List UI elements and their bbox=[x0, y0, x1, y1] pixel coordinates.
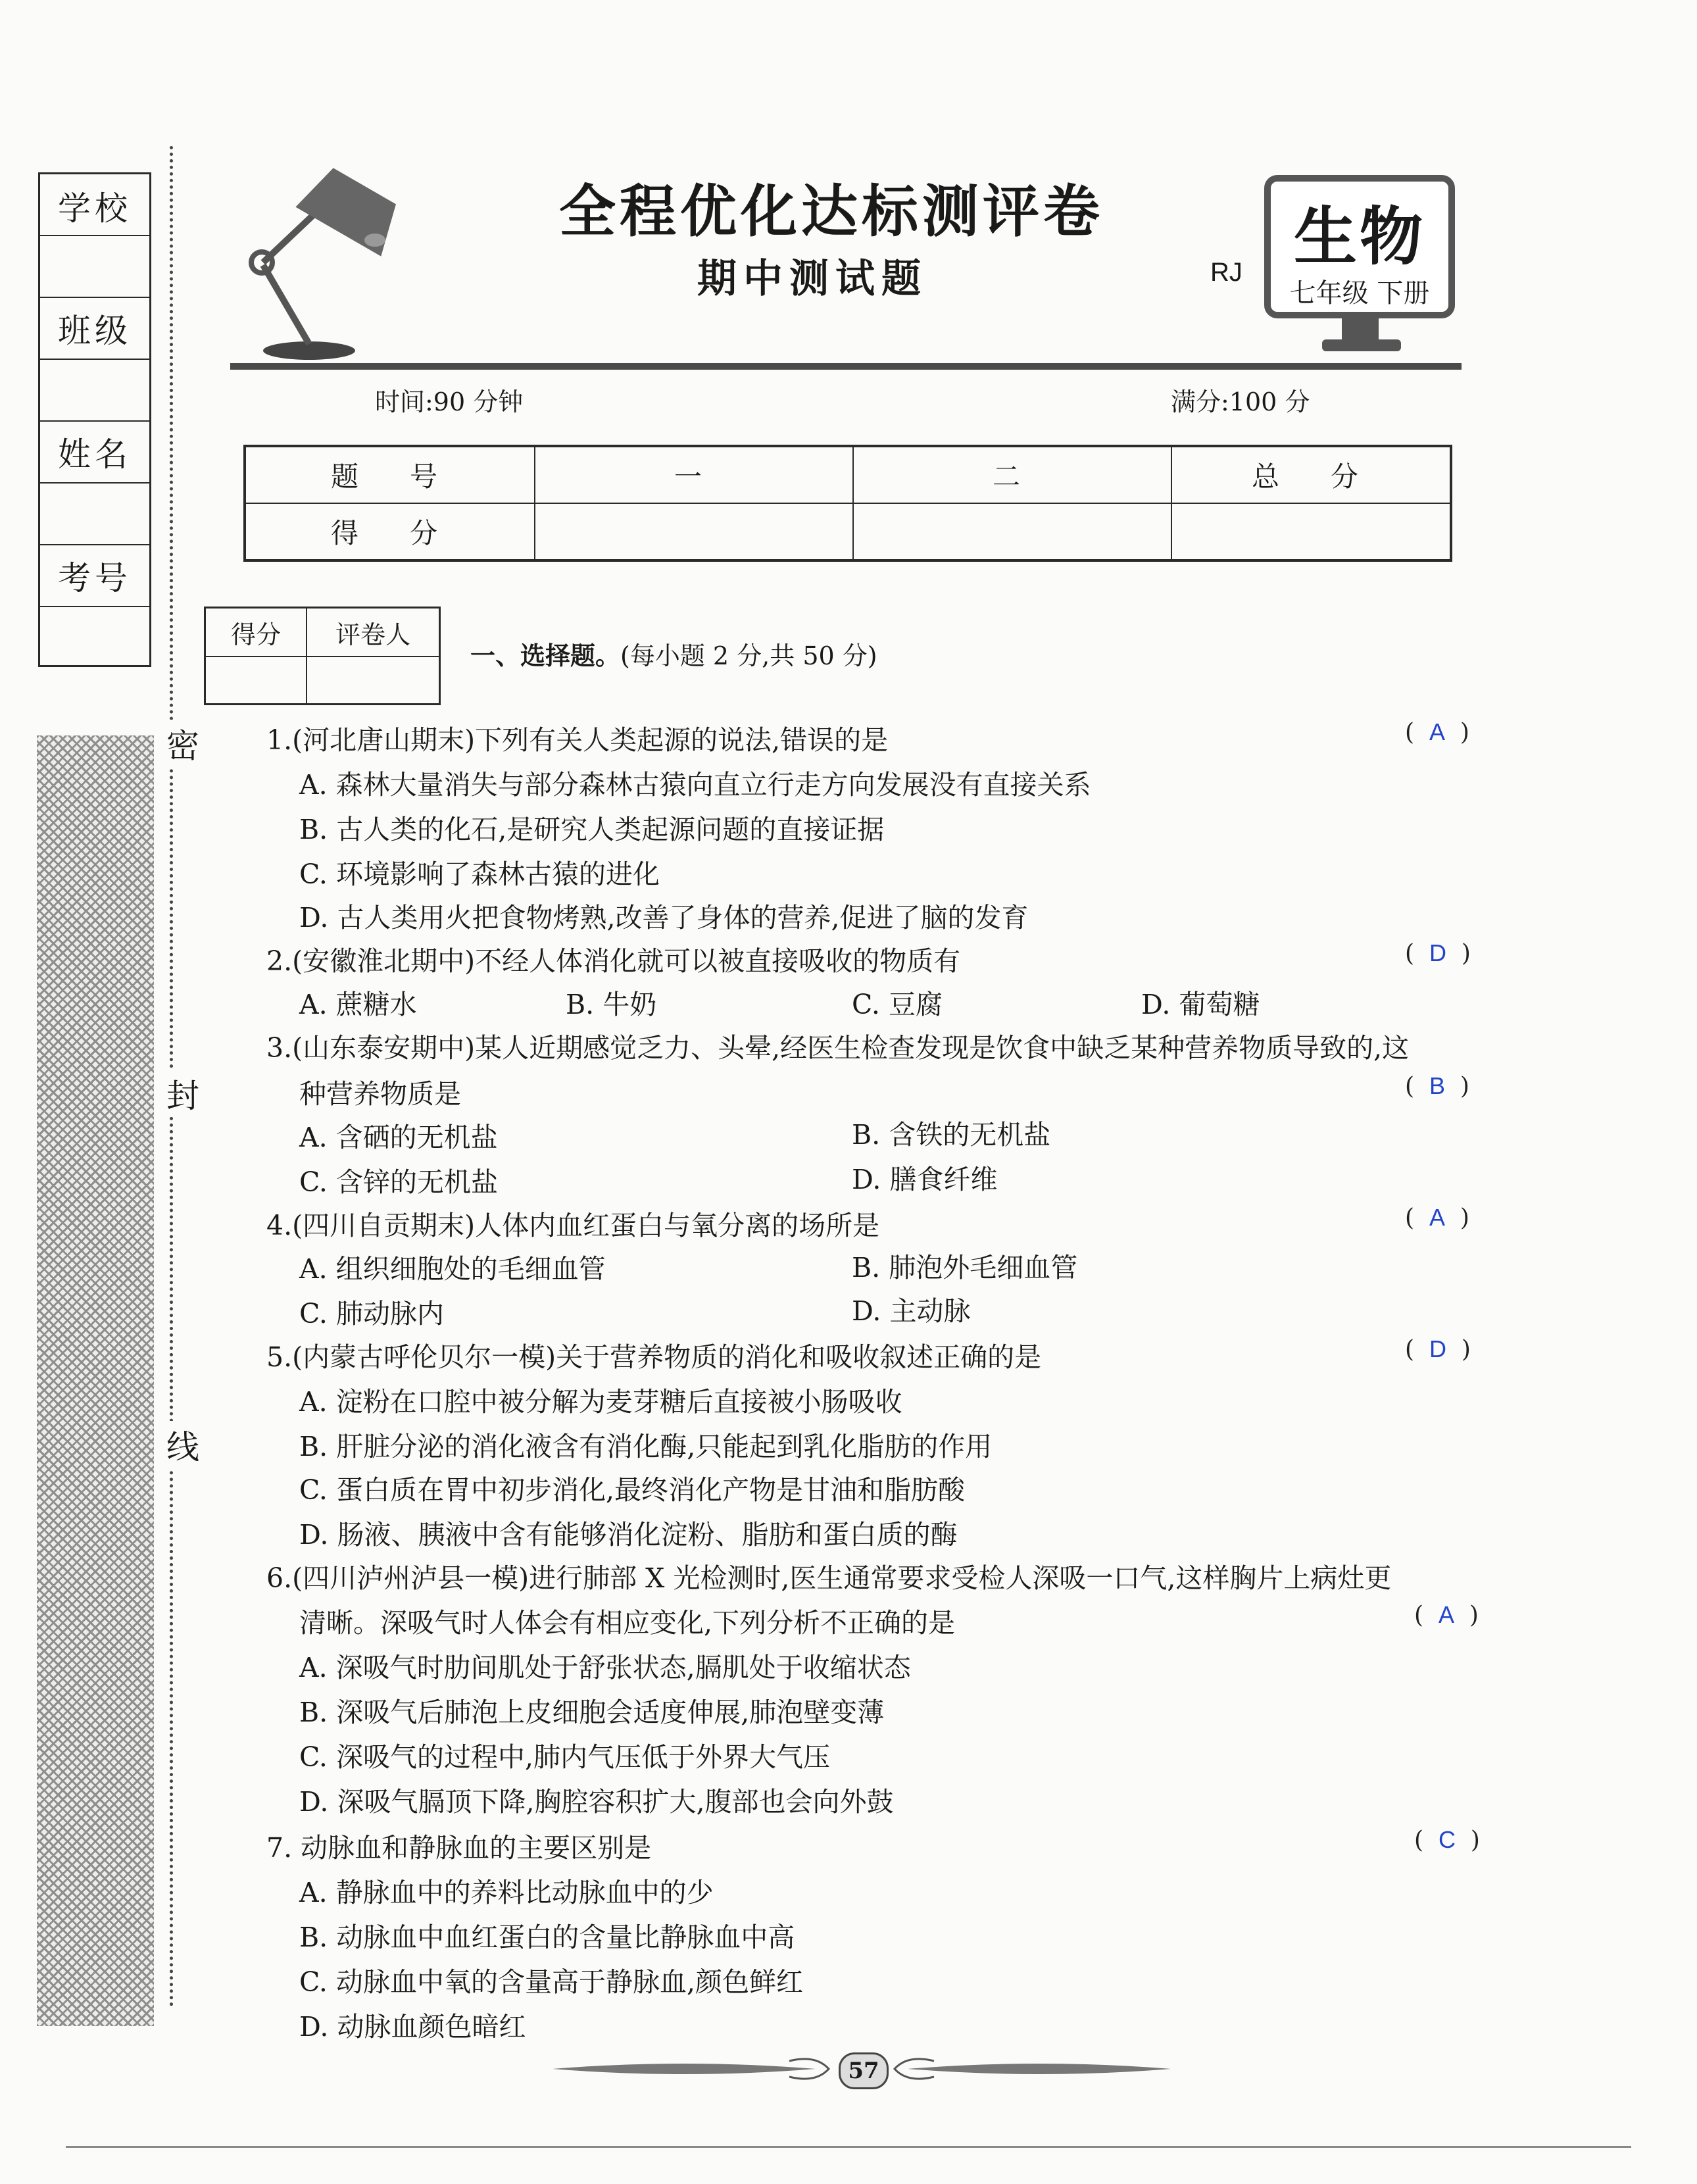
question-option: B. 动脉血中血红蛋白的含量比静脉血中高 bbox=[299, 1922, 795, 1953]
answer-bracket bbox=[1405, 939, 1471, 967]
score-header-cell: 总 分 bbox=[1171, 446, 1451, 503]
grader-name-label: 评卷人 bbox=[307, 608, 440, 657]
question-option: C. 环境影响了森林古猿的进化 bbox=[299, 858, 660, 890]
answer-bracket bbox=[1405, 1204, 1469, 1231]
question-stem: 2.(安徽淮北期中)不经人体消化就可以被直接吸收的物质有 bbox=[266, 945, 961, 977]
divider bbox=[40, 606, 149, 607]
paren: ) bbox=[1460, 1204, 1469, 1231]
score-header-cell: 一 bbox=[535, 446, 853, 503]
question-option: B. 肝脏分泌的消化液含有消化酶,只能起到乳化脂肪的作用 bbox=[299, 1431, 993, 1462]
binding-hatch-pattern bbox=[37, 735, 154, 2026]
question-stem-continued: 种营养物质是 bbox=[299, 1078, 461, 1110]
paren: ( bbox=[1414, 1827, 1424, 1854]
subject-badge bbox=[1264, 175, 1455, 318]
divider bbox=[40, 235, 149, 236]
paper-title: 全程优化达标测评卷 bbox=[559, 179, 1104, 245]
answer-bracket bbox=[1405, 718, 1469, 746]
paren: ( bbox=[1414, 1602, 1424, 1629]
question-stem: 1.(河北唐山期末)下列有关人类起源的说法,错误的是 bbox=[266, 724, 889, 756]
question-option: C. 含锌的无机盐 bbox=[299, 1166, 498, 1198]
section-note: (每小题 2 分,共 50 分) bbox=[620, 641, 877, 670]
answer-letter: A bbox=[1438, 1601, 1454, 1628]
grader-score-label: 得分 bbox=[205, 608, 307, 657]
question-stem: 6.(四川泸州泸县一模)进行肺部 X 光检测时,医生通常要求受检人深吸一口气,这样胸片上病灶更 bbox=[266, 1562, 1392, 1594]
question-option: D. 肠液、胰液中含有能够消化淀粉、脂肪和蛋白质的酶 bbox=[299, 1519, 958, 1551]
question-option: D. 主动脉 bbox=[852, 1295, 971, 1327]
monitor-base bbox=[1322, 339, 1401, 351]
seal-char-xian: 线 bbox=[163, 1421, 203, 1468]
grader-cell bbox=[307, 657, 440, 705]
paren: ( bbox=[1405, 1204, 1415, 1231]
answer-letter: D bbox=[1429, 1335, 1446, 1362]
answer-letter: A bbox=[1429, 1204, 1445, 1231]
question-option: B. 古人类的化石,是研究人类起源问题的直接证据 bbox=[299, 814, 885, 845]
paren: ( bbox=[1405, 1336, 1415, 1363]
question-option: A. 静脉血中的养料比动脉血中的少 bbox=[299, 1877, 714, 1908]
question-stem: 3.(山东泰安期中)某人近期感觉乏力、头晕,经医生检查发现是饮食中缺乏某种营养物质导致的,这 bbox=[266, 1032, 1410, 1064]
paren: ) bbox=[1460, 1073, 1469, 1100]
school-label: 学校 bbox=[58, 189, 132, 228]
answer-letter: B bbox=[1429, 1072, 1445, 1099]
paren: ) bbox=[1460, 719, 1469, 746]
monitor-stand bbox=[1342, 317, 1379, 342]
paren: ) bbox=[1470, 1827, 1480, 1854]
edition-label: RJ bbox=[1210, 258, 1242, 287]
desk-lamp-icon bbox=[237, 168, 434, 365]
answer-letter: D bbox=[1429, 939, 1446, 966]
answer-bracket bbox=[1414, 1826, 1480, 1854]
question-option: B. 深吸气后肺泡上皮细胞会适度伸展,肺泡壁变薄 bbox=[299, 1697, 885, 1728]
page-number: 57 bbox=[839, 2052, 889, 2089]
score-header-cell: 题 号 bbox=[245, 446, 535, 503]
grader-table bbox=[204, 607, 441, 705]
question-stem: 7. 动脉血和静脉血的主要区别是 bbox=[266, 1832, 652, 1864]
paren: ) bbox=[1461, 1336, 1471, 1363]
score-table-row bbox=[245, 503, 1451, 560]
answer-letter: A bbox=[1429, 718, 1445, 745]
divider bbox=[40, 297, 149, 298]
paper-subtitle: 期中测试题 bbox=[697, 256, 927, 302]
answer-bracket bbox=[1414, 1601, 1479, 1629]
question-option: D. 动脉血颜色暗红 bbox=[299, 2011, 526, 2043]
score-table-header-row bbox=[245, 446, 1451, 503]
seal-char-feng: 封 bbox=[163, 1070, 203, 1117]
grader-blank-row bbox=[205, 657, 440, 705]
divider bbox=[40, 482, 149, 484]
section-heading bbox=[470, 635, 877, 672]
score-cell bbox=[853, 503, 1171, 560]
grader-header-row bbox=[205, 608, 440, 657]
score-header-cell: 二 bbox=[853, 446, 1171, 503]
question-option: D. 葡萄糖 bbox=[1141, 989, 1260, 1020]
paren: ( bbox=[1405, 940, 1415, 967]
score-row-label: 得 分 bbox=[245, 503, 535, 560]
answer-letter: C bbox=[1438, 1826, 1456, 1853]
question-option: A. 组织细胞处的毛细血管 bbox=[299, 1253, 606, 1285]
answer-bracket bbox=[1405, 1072, 1469, 1100]
question-option: A. 深吸气时肋间肌处于舒张状态,膈肌处于收缩状态 bbox=[299, 1652, 911, 1683]
grader-cell bbox=[205, 657, 307, 705]
question-option: B. 牛奶 bbox=[566, 989, 657, 1020]
subject-name: 生物 bbox=[1294, 199, 1425, 274]
question-option: A. 淀粉在口腔中被分解为麦芽糖后直接被小肠吸收 bbox=[299, 1386, 902, 1418]
question-stem: 4.(四川自贡期末)人体内血红蛋白与氧分离的场所是 bbox=[266, 1210, 880, 1241]
paren: ) bbox=[1469, 1602, 1479, 1629]
paren: ( bbox=[1405, 1073, 1415, 1100]
section-title: 一、选择题。 bbox=[470, 641, 621, 670]
name-label: 姓名 bbox=[58, 435, 132, 474]
student-info-box bbox=[38, 172, 151, 667]
bottom-rule bbox=[66, 2146, 1631, 2148]
question-option: D. 古人类用火把食物烤熟,改善了身体的营养,促进了脑的发育 bbox=[299, 902, 1029, 933]
exam-time: 时间:90 分钟 bbox=[375, 387, 524, 416]
question-option: B. 肺泡外毛细血管 bbox=[852, 1252, 1078, 1283]
question-option: A. 含硒的无机盐 bbox=[299, 1122, 498, 1153]
paren: ( bbox=[1405, 719, 1415, 746]
question-stem: 5.(内蒙古呼伦贝尔一模)关于营养物质的消化和吸收叙述正确的是 bbox=[266, 1341, 1042, 1373]
paren: ) bbox=[1461, 940, 1471, 967]
question-option: C. 深吸气的过程中,肺内气压低于外界大气压 bbox=[299, 1741, 831, 1773]
question-option: D. 膳食纤维 bbox=[852, 1164, 998, 1195]
header-rule bbox=[230, 363, 1462, 370]
score-table bbox=[243, 445, 1452, 562]
full-score: 满分:100 分 bbox=[1171, 387, 1310, 416]
question-stem-continued: 清晰。深吸气时人体会有相应变化,下列分析不正确的是 bbox=[299, 1607, 956, 1639]
question-option: A. 森林大量消失与部分森林古猿向直立行走方向发展没有直接关系 bbox=[299, 769, 1091, 801]
question-option: A. 蔗糖水 bbox=[299, 989, 417, 1020]
answer-bracket bbox=[1405, 1335, 1471, 1363]
question-option: C. 蛋白质在胃中初步消化,最终消化产物是甘油和脂肪酸 bbox=[299, 1474, 966, 1506]
divider bbox=[40, 359, 149, 360]
class-label: 班级 bbox=[58, 312, 132, 350]
question-option: D. 深吸气膈顶下降,胸腔容积扩大,腹部也会向外鼓 bbox=[299, 1786, 894, 1818]
grade-label: 七年级 下册 bbox=[1289, 278, 1430, 309]
question-option: C. 动脉血中氧的含量高于静脉血,颜色鲜红 bbox=[299, 1966, 804, 1998]
score-cell bbox=[535, 503, 853, 560]
question-option: C. 豆腐 bbox=[852, 989, 943, 1020]
question-option: C. 肺动脉内 bbox=[299, 1298, 444, 1329]
seal-char-mi: 密 bbox=[163, 720, 203, 767]
score-cell bbox=[1171, 503, 1451, 560]
exam-id-label: 考号 bbox=[58, 559, 132, 597]
question-option: B. 含铁的无机盐 bbox=[852, 1119, 1051, 1151]
divider bbox=[40, 544, 149, 545]
divider bbox=[40, 420, 149, 422]
